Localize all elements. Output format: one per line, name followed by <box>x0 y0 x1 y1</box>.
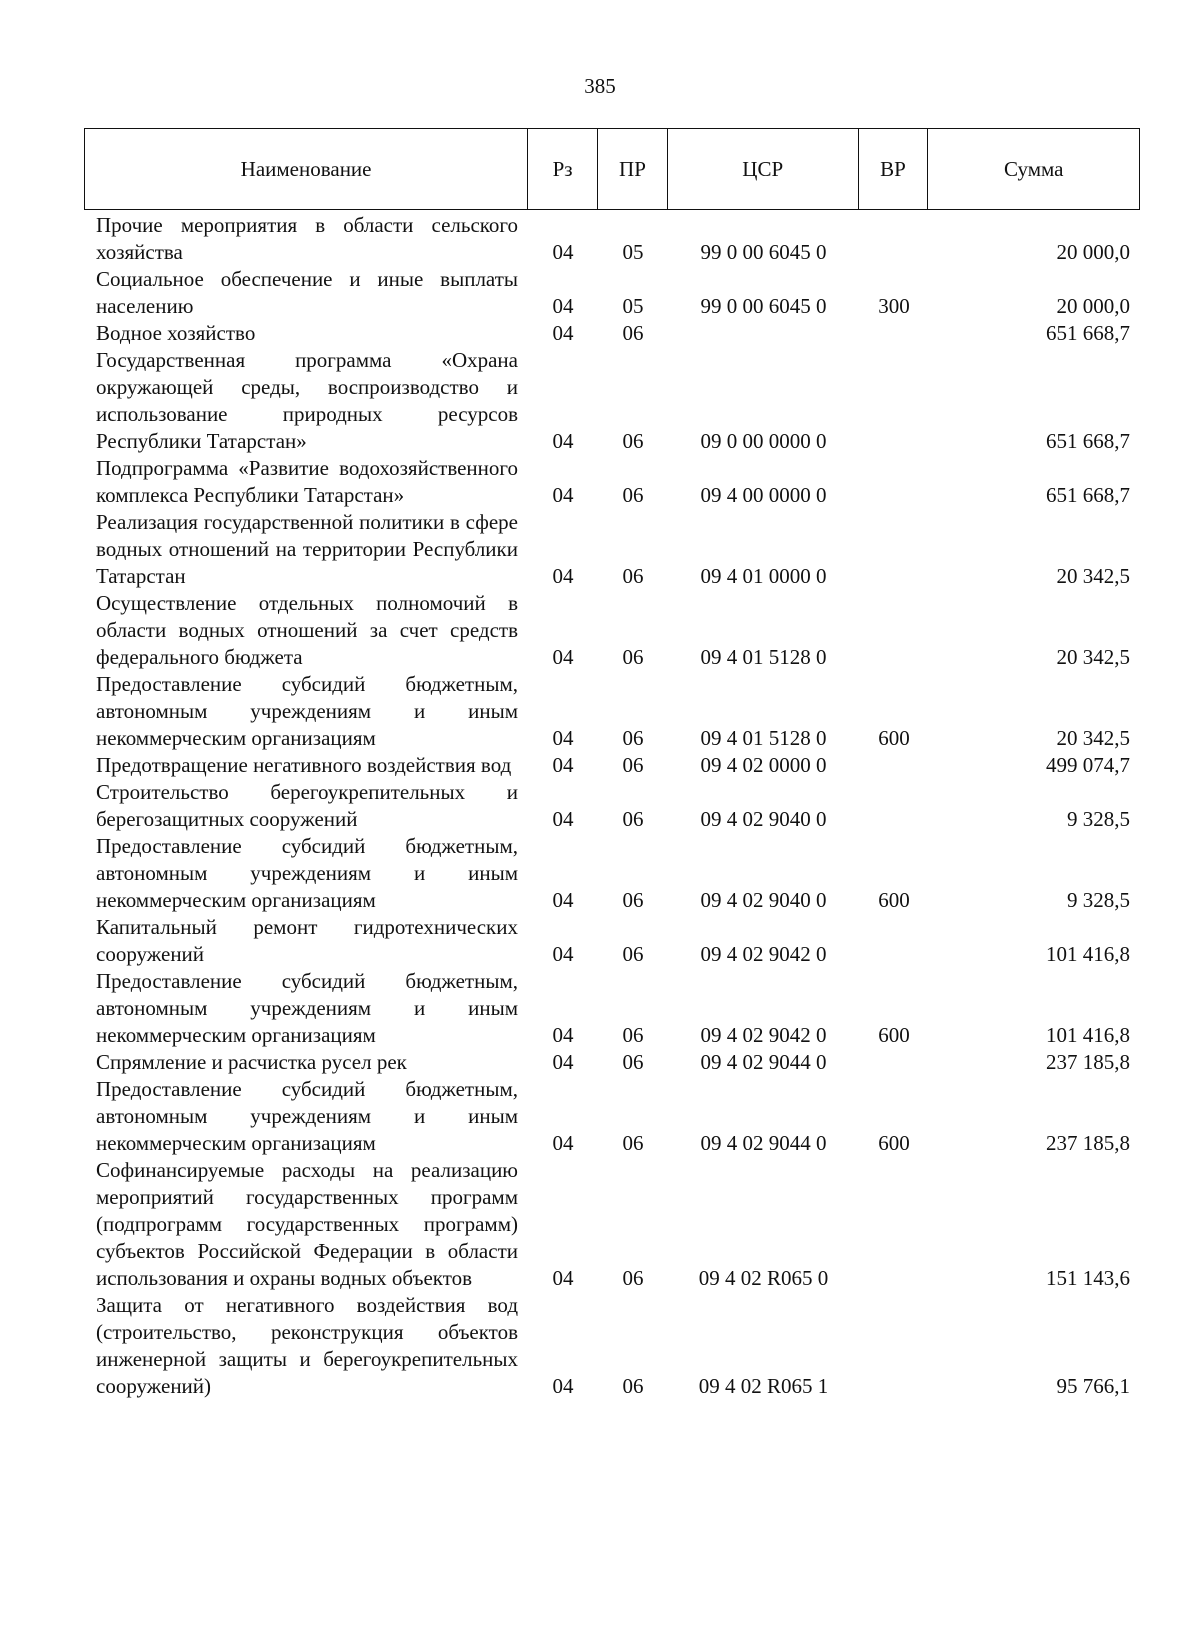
row-rz: 04 <box>552 1131 574 1155</box>
row-csr: 09 0 00 0000 0 <box>700 429 827 453</box>
row-name: Спрямление и расчистка русел рек <box>96 1050 407 1074</box>
page-number: 385 <box>584 74 616 98</box>
row-sum: 20 000,0 <box>1056 240 1130 264</box>
row-rz: 04 <box>552 1050 574 1074</box>
header-csr: ЦСР <box>668 129 859 209</box>
row-pr: 06 <box>622 1023 644 1047</box>
row-pr: 06 <box>622 726 644 750</box>
row-rz: 04 <box>552 726 574 750</box>
row-name: Предоставление субсидий бюджетным, автономным учреждениям и иным некоммерческим организациям <box>96 672 518 750</box>
row-pr: 06 <box>622 1050 644 1074</box>
row-rz: 04 <box>552 240 574 264</box>
row-rz: 04 <box>552 1023 574 1047</box>
row-csr: 09 4 02 R065 0 <box>698 1266 829 1290</box>
row-pr: 06 <box>622 429 644 453</box>
row-csr: 99 0 00 6045 0 <box>700 240 827 264</box>
table-row <box>84 1157 1140 1292</box>
row-pr: 06 <box>622 942 644 966</box>
row-csr: 09 4 01 5128 0 <box>700 645 827 669</box>
budget-table <box>84 128 1140 1400</box>
row-pr: 06 <box>622 753 644 777</box>
table-row <box>84 590 1140 671</box>
row-sum: 651 668,7 <box>1046 483 1130 507</box>
row-pr: 06 <box>622 807 644 831</box>
row-vr: 600 <box>878 1023 910 1047</box>
table-row <box>84 779 1140 833</box>
row-rz: 04 <box>552 1374 574 1398</box>
row-name: Осуществление отдельных полномочий в области водных отношений за счет средств федерального бюджета <box>96 591 518 669</box>
table-row <box>84 833 1140 914</box>
table-row <box>84 752 1140 779</box>
row-rz: 04 <box>552 429 574 453</box>
row-name: Предотвращение негативного воздействия вод <box>96 753 512 777</box>
row-name: Капитальный ремонт гидротехнических сооружений <box>96 915 518 966</box>
row-sum: 151 143,6 <box>1046 1266 1130 1290</box>
row-sum: 9 328,5 <box>1067 807 1130 831</box>
table-row <box>84 455 1140 509</box>
table-body <box>84 212 1140 1400</box>
table-row <box>84 266 1140 320</box>
row-name: Строительство берегоукрепительных и берегозащитных сооружений <box>96 780 518 831</box>
table-row <box>84 347 1140 455</box>
row-rz: 04 <box>552 645 574 669</box>
row-csr: 09 4 01 0000 0 <box>700 564 827 588</box>
row-rz: 04 <box>552 942 574 966</box>
row-vr: 300 <box>878 294 910 318</box>
row-pr: 06 <box>622 564 644 588</box>
table-row <box>84 671 1140 752</box>
row-name: Реализация государственной политики в сфере водных отношений на территории Республики Татарстан <box>96 510 518 588</box>
row-vr: 600 <box>878 888 910 912</box>
row-sum: 651 668,7 <box>1046 321 1130 345</box>
row-name: Водное хозяйство <box>96 321 256 345</box>
row-csr: 09 4 02 9044 0 <box>700 1050 827 1074</box>
row-rz: 04 <box>552 564 574 588</box>
header-pr: ПР <box>598 129 668 209</box>
table-row <box>84 509 1140 590</box>
row-pr: 05 <box>622 294 644 318</box>
table-row <box>84 1076 1140 1157</box>
row-sum: 237 185,8 <box>1046 1050 1130 1074</box>
table-header <box>84 128 1140 210</box>
row-pr: 06 <box>622 888 644 912</box>
header-name: Наименование <box>85 129 528 209</box>
row-sum: 20 342,5 <box>1056 645 1130 669</box>
row-vr: 600 <box>878 1131 910 1155</box>
row-csr: 09 4 02 9040 0 <box>700 807 827 831</box>
row-name: Предоставление субсидий бюджетным, автономным учреждениям и иным некоммерческим организациям <box>96 969 518 1047</box>
row-name: Социальное обеспечение и иные выплаты населению <box>96 267 518 318</box>
row-name: Предоставление субсидий бюджетным, автономным учреждениям и иным некоммерческим организациям <box>96 834 518 912</box>
row-rz: 04 <box>552 1266 574 1290</box>
row-rz: 04 <box>552 483 574 507</box>
table-row <box>84 212 1140 266</box>
row-csr: 09 4 02 9042 0 <box>700 1023 827 1047</box>
row-rz: 04 <box>552 888 574 912</box>
table-row <box>84 320 1140 347</box>
row-csr: 99 0 00 6045 0 <box>700 294 827 318</box>
row-name: Прочие мероприятия в области сельского хозяйства <box>96 213 518 264</box>
row-sum: 20 000,0 <box>1056 294 1130 318</box>
row-sum: 20 342,5 <box>1056 726 1130 750</box>
row-csr: 09 4 02 0000 0 <box>700 753 827 777</box>
row-sum: 20 342,5 <box>1056 564 1130 588</box>
row-sum: 101 416,8 <box>1046 1023 1130 1047</box>
row-csr: 09 4 02 9040 0 <box>700 888 827 912</box>
row-name: Государственная программа «Охрана окружающей среды, воспроизводство и использование природных ресурсов Республики Татарстан» <box>96 348 518 453</box>
row-pr: 06 <box>622 645 644 669</box>
header-vr: ВР <box>859 129 929 209</box>
row-csr: 09 4 02 9042 0 <box>700 942 827 966</box>
row-rz: 04 <box>552 321 574 345</box>
row-sum: 95 766,1 <box>1056 1374 1130 1398</box>
row-name: Защита от негативного воздействия вод (строительство, реконструкция объектов инженерной защиты и берегоукрепительных сооружений) <box>96 1293 518 1398</box>
row-sum: 9 328,5 <box>1067 888 1130 912</box>
table-row <box>84 1049 1140 1076</box>
row-name: Софинансируемые расходы на реализацию мероприятий государственных программ (подпрограмм государственных программ) субъектов Российской Федерации в области использования и охраны водных объектов <box>96 1158 518 1290</box>
row-vr: 600 <box>878 726 910 750</box>
row-rz: 04 <box>552 807 574 831</box>
table-row <box>84 1292 1140 1400</box>
header-sum: Сумма <box>1003 156 1064 181</box>
row-pr: 06 <box>622 1374 644 1398</box>
row-csr: 09 4 00 0000 0 <box>700 483 827 507</box>
row-name: Предоставление субсидий бюджетным, автономным учреждениям и иным некоммерческим организациям <box>96 1077 518 1155</box>
header-rz: Рз <box>528 129 598 209</box>
row-sum: 499 074,7 <box>1046 753 1130 777</box>
row-csr: 09 4 02 R065 1 <box>698 1374 829 1398</box>
row-pr: 05 <box>622 240 644 264</box>
table-row <box>84 914 1140 968</box>
row-pr: 06 <box>622 483 644 507</box>
row-sum: 651 668,7 <box>1046 429 1130 453</box>
row-csr: 09 4 02 9044 0 <box>700 1131 827 1155</box>
row-pr: 06 <box>622 321 644 345</box>
row-rz: 04 <box>552 753 574 777</box>
row-sum: 101 416,8 <box>1046 942 1130 966</box>
row-name: Подпрограмма «Развитие водохозяйственного комплекса Республики Татарстан» <box>96 456 518 507</box>
row-csr: 09 4 01 5128 0 <box>700 726 827 750</box>
row-pr: 06 <box>622 1266 644 1290</box>
row-sum: 237 185,8 <box>1046 1131 1130 1155</box>
table-row <box>84 968 1140 1049</box>
row-rz: 04 <box>552 294 574 318</box>
row-pr: 06 <box>622 1131 644 1155</box>
